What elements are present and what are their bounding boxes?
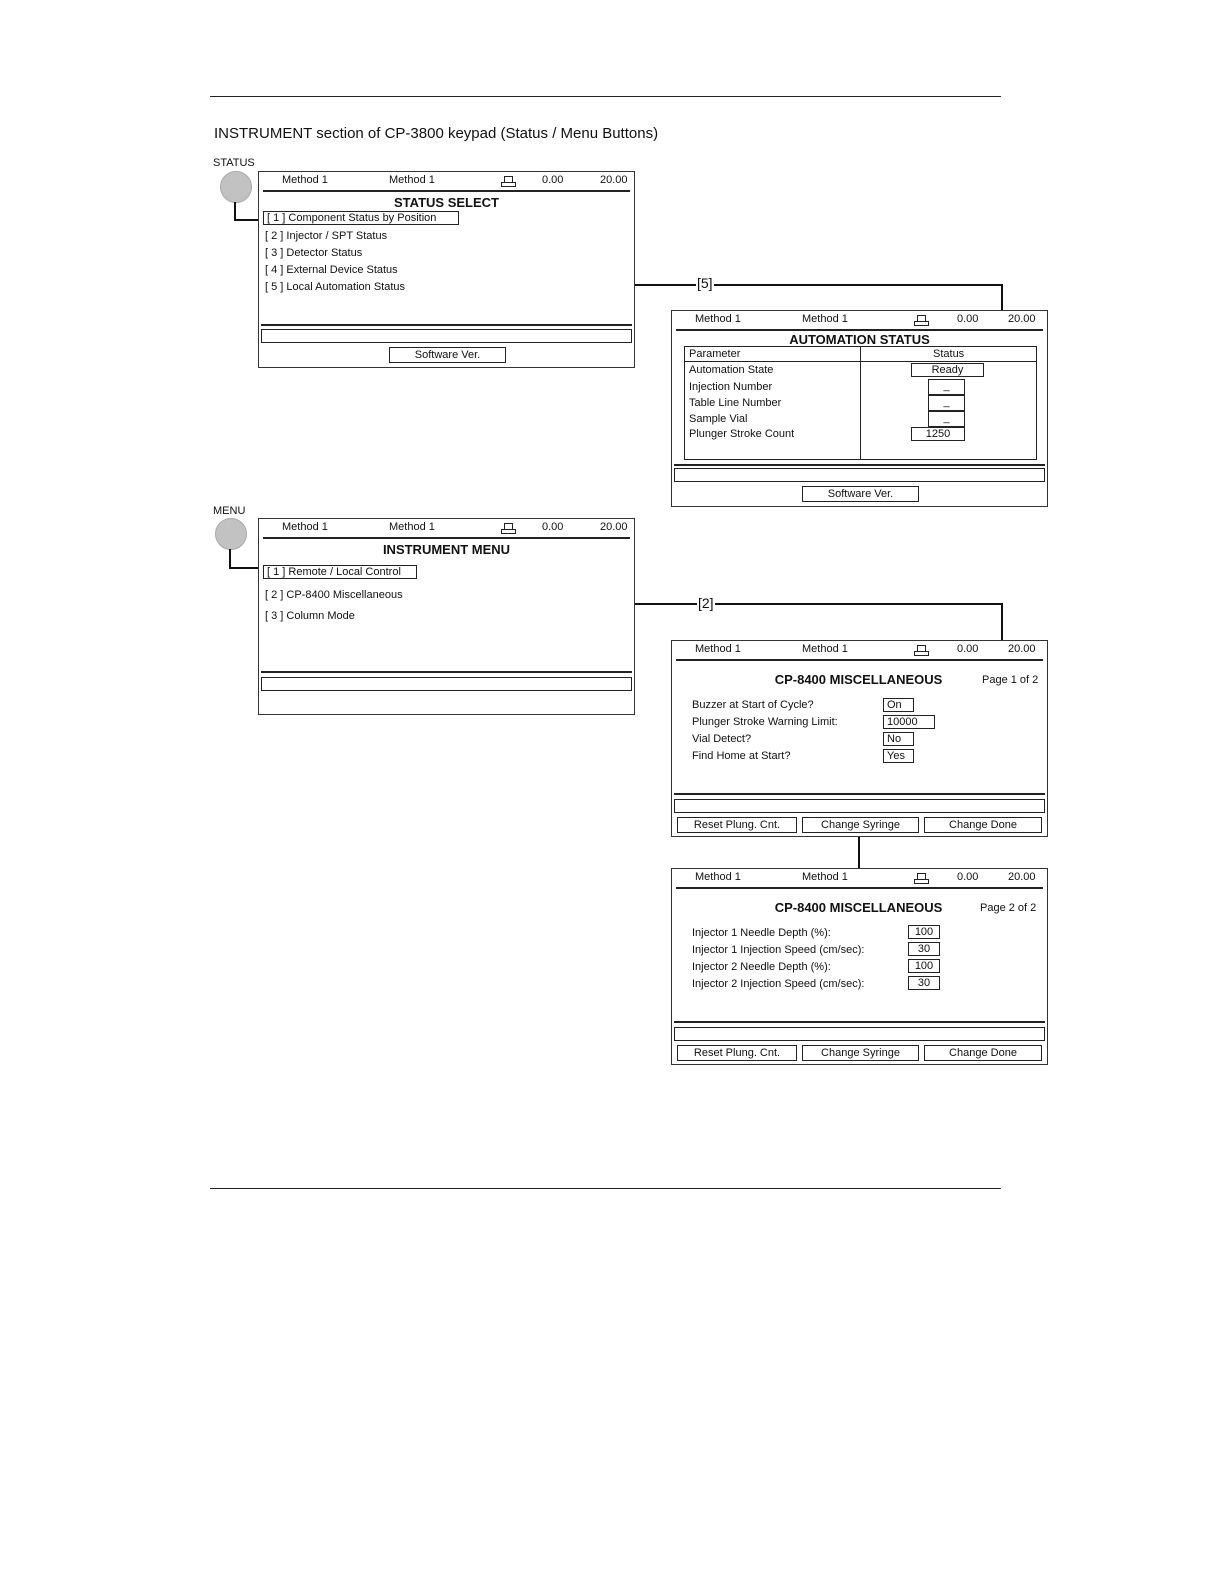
reset-plunger-count-button[interactable]: Reset Plung. Cnt.	[677, 1045, 797, 1061]
automation-status-screen	[671, 310, 1048, 507]
connector-2-h	[635, 603, 1003, 605]
menu-item-column-mode[interactable]: [ 3 ] Column Mode	[265, 610, 355, 622]
page-indicator: Page 2 of 2	[980, 902, 1037, 914]
value-plunger-stroke-count: 1250	[911, 427, 965, 441]
page-indicator: Page 1 of 2	[982, 674, 1039, 686]
method-b: Method 1	[802, 643, 848, 655]
change-syringe-button[interactable]: Change Syringe	[802, 817, 919, 833]
status-bar	[263, 519, 630, 539]
change-done-button[interactable]: Change Done	[924, 1045, 1042, 1061]
param-table-line-number: Table Line Number	[689, 397, 782, 409]
status-bar	[676, 869, 1043, 889]
connector-2-label: [2]	[698, 595, 714, 611]
find-home-field[interactable]: Yes	[883, 749, 914, 763]
menu-key[interactable]	[215, 518, 247, 550]
label-buzzer-start: Buzzer at Start of Cycle?	[692, 699, 814, 711]
value-sample-vial: _	[928, 411, 965, 427]
automation-table	[684, 346, 1037, 460]
software-version-button[interactable]: Software Ver.	[802, 486, 919, 502]
method-a: Method 1	[695, 313, 741, 325]
time-a: 0.00	[957, 643, 979, 655]
misc-page-2-screen	[671, 868, 1048, 1065]
column-header-parameter: Parameter	[689, 348, 741, 360]
value-automation-state: Ready	[911, 363, 984, 377]
method-a: Method 1	[282, 521, 328, 533]
menu-key-label: MENU	[213, 505, 246, 517]
vial-detect-field[interactable]: No	[883, 732, 914, 746]
time-a: 0.00	[957, 871, 979, 883]
menu-item-external-device-status[interactable]: [ 4 ] External Device Status	[265, 264, 398, 276]
method-a: Method 1	[695, 871, 741, 883]
screen-title: CP-8400 MISCELLANEOUS	[774, 672, 943, 687]
menu-item-component-status[interactable]: [ 1 ] Component Status by Position	[263, 211, 459, 225]
label-inj2-needle-depth: Injector 2 Needle Depth (%):	[692, 961, 831, 973]
time-b: 20.00	[1008, 313, 1036, 325]
value-table-line-number: _	[928, 395, 965, 411]
printer-icon	[501, 523, 515, 533]
time-a: 0.00	[957, 313, 979, 325]
time-b: 20.00	[1008, 871, 1036, 883]
misc-page-1-screen	[671, 640, 1048, 837]
label-inj1-needle-depth: Injector 1 Needle Depth (%):	[692, 927, 831, 939]
menu-item-remote-local-control[interactable]: [ 1 ] Remote / Local Control	[263, 565, 417, 579]
connector-5-h	[635, 284, 1003, 286]
connector-5-v	[1001, 284, 1003, 311]
table-column-divider	[860, 347, 861, 459]
time-a: 0.00	[542, 174, 564, 186]
reset-plunger-count-button[interactable]: Reset Plung. Cnt.	[677, 817, 797, 833]
status-key[interactable]	[220, 171, 252, 203]
printer-icon	[914, 645, 928, 655]
message-divider	[674, 793, 1045, 795]
change-syringe-button[interactable]: Change Syringe	[802, 1045, 919, 1061]
method-a: Method 1	[282, 174, 328, 186]
method-b: Method 1	[802, 871, 848, 883]
time-b: 20.00	[1008, 643, 1036, 655]
screen-title: STATUS SELECT	[394, 195, 499, 210]
printer-icon	[914, 873, 928, 883]
screen-title: AUTOMATION STATUS	[789, 332, 930, 347]
message-line	[674, 468, 1045, 482]
page-heading: INSTRUMENT section of CP-3800 keypad (Status / Menu Buttons)	[214, 125, 659, 142]
label-inj1-injection-speed: Injector 1 Injection Speed (cm/sec):	[692, 944, 865, 956]
value-injection-number: _	[928, 379, 965, 395]
message-line	[674, 1027, 1045, 1041]
connector-2-v	[1001, 603, 1003, 640]
instrument-menu-screen	[258, 518, 635, 715]
column-header-status: Status	[933, 348, 965, 360]
inj1-injection-speed-field[interactable]: 30	[908, 942, 940, 956]
menu-item-cp8400-miscellaneous[interactable]: [ 2 ] CP-8400 Miscellaneous	[265, 589, 403, 601]
change-done-button[interactable]: Change Done	[924, 817, 1042, 833]
method-a: Method 1	[695, 643, 741, 655]
label-plunger-warning-limit: Plunger Stroke Warning Limit:	[692, 716, 838, 728]
screen-title: INSTRUMENT MENU	[382, 542, 511, 557]
inj2-injection-speed-field[interactable]: 30	[908, 976, 940, 990]
method-b: Method 1	[802, 313, 848, 325]
menu-item-detector-status[interactable]: [ 3 ] Detector Status	[265, 247, 363, 259]
printer-icon	[914, 315, 928, 325]
param-sample-vial: Sample Vial	[689, 413, 748, 425]
param-plunger-stroke-count: Plunger Stroke Count	[689, 428, 795, 440]
label-vial-detect: Vial Detect?	[692, 733, 752, 745]
message-line	[261, 329, 632, 343]
inj2-needle-depth-field[interactable]: 100	[908, 959, 940, 973]
time-b: 20.00	[600, 521, 628, 533]
param-injection-number: Injection Number	[689, 381, 773, 393]
status-select-screen	[258, 171, 635, 368]
label-inj2-injection-speed: Injector 2 Injection Speed (cm/sec):	[692, 978, 865, 990]
software-version-button[interactable]: Software Ver.	[389, 347, 506, 363]
method-b: Method 1	[389, 174, 435, 186]
message-line	[674, 799, 1045, 813]
message-divider	[674, 1021, 1045, 1023]
message-divider	[261, 671, 632, 673]
time-a: 0.00	[542, 521, 564, 533]
status-bar	[676, 311, 1043, 331]
top-rule	[210, 96, 1001, 97]
param-automation-state: Automation State	[689, 364, 774, 376]
plunger-warning-limit-field[interactable]: 10000	[883, 715, 935, 729]
menu-wire-v	[229, 549, 231, 569]
message-line	[261, 677, 632, 691]
status-bar	[263, 172, 630, 192]
connector-page-v	[858, 836, 860, 869]
status-key-label: STATUS	[213, 157, 255, 169]
menu-item-injector-status[interactable]: [ 2 ] Injector / SPT Status	[265, 230, 388, 242]
connector-5-label: [5]	[697, 275, 713, 291]
status-bar	[676, 641, 1043, 661]
label-find-home: Find Home at Start?	[692, 750, 791, 762]
bottom-rule	[210, 1188, 1001, 1189]
buzzer-field[interactable]: On	[883, 698, 914, 712]
message-divider	[261, 324, 632, 326]
printer-icon	[501, 176, 515, 186]
method-b: Method 1	[389, 521, 435, 533]
message-divider	[674, 464, 1045, 466]
screen-title: CP-8400 MISCELLANEOUS	[774, 900, 943, 915]
inj1-needle-depth-field[interactable]: 100	[908, 925, 940, 939]
menu-item-local-automation-status[interactable]: [ 5 ] Local Automation Status	[265, 281, 406, 293]
time-b: 20.00	[600, 174, 628, 186]
